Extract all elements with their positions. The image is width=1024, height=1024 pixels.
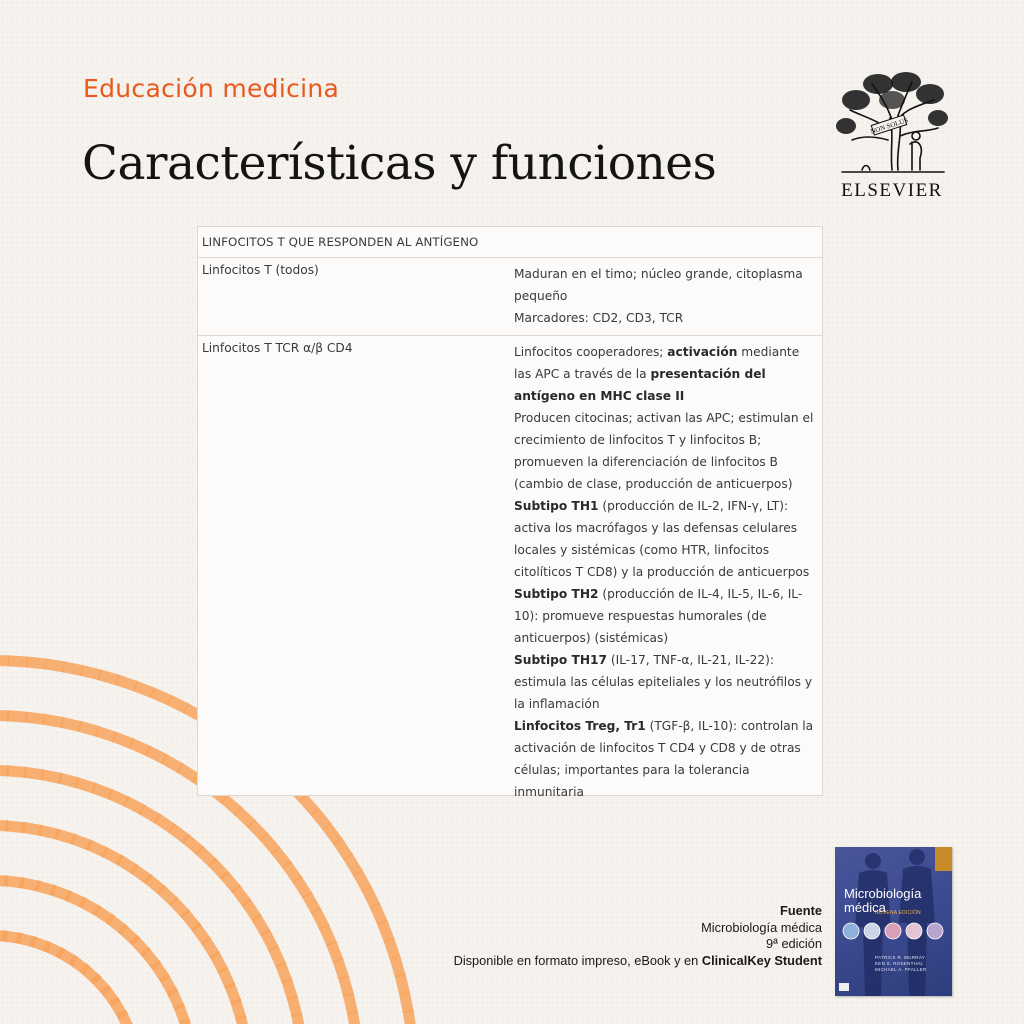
elsevier-logo bbox=[832, 70, 952, 202]
row-line: Subtipo TH2 (producción de IL-4, IL-5, IL-6, IL-10): promueve respuestas humorales (de anticuerpos) (sistémicas) bbox=[514, 587, 803, 645]
elsevier-wordmark: ELSEVIER bbox=[841, 180, 943, 201]
table-row bbox=[198, 336, 822, 809]
deco-dash bbox=[25, 712, 46, 725]
source-credit bbox=[454, 903, 822, 969]
deco-dash bbox=[7, 710, 28, 722]
deco-dash bbox=[44, 658, 65, 672]
page-title: Características y funciones bbox=[82, 136, 717, 191]
deco-dash bbox=[26, 656, 47, 669]
source-label: Fuente bbox=[780, 903, 822, 918]
row-line: Subtipo TH17 (IL-17, TNF-α, IL-21, IL-22): estimula las células epiteliales y los neutrófilos y la inflamación bbox=[514, 653, 813, 711]
row-line: Linfocitos cooperadores; activación mediante las APC a través de la presentación del antígeno en MHC clase II bbox=[514, 345, 800, 403]
deco-dash bbox=[347, 1011, 361, 1024]
deco-dash bbox=[403, 1010, 417, 1024]
source-edition: 9ª edición bbox=[766, 936, 822, 951]
book-edition: NOVENA EDICIÓN bbox=[875, 910, 921, 916]
book-cover-art bbox=[835, 847, 952, 996]
row-line: Linfocitos Treg, Tr1 (TGF-β, IL-10): controlan la activación de linfocitos T CD4 y CD8 y de otras células; importantes para la tolerancia inmunitaria bbox=[514, 719, 814, 799]
source-book: Microbiología médica bbox=[701, 919, 822, 935]
book-cover bbox=[835, 847, 952, 996]
section-kicker: Educación medicina bbox=[83, 74, 340, 103]
row-name: Linfocitos T TCR α/β CD4 bbox=[202, 341, 353, 355]
source-availability: Disponible en formato impreso, eBook y en ClinicalKey Student bbox=[453, 952, 822, 968]
logo-motto: NON SOLUS bbox=[869, 116, 910, 136]
deco-dash bbox=[7, 655, 28, 667]
row-line: Maduran en el timo; núcleo grande, citoplasma pequeño bbox=[514, 267, 803, 303]
table-header: LINFOCITOS T QUE RESPONDEN AL ANTÍGENO bbox=[198, 227, 822, 258]
row-description bbox=[514, 258, 822, 335]
row-line: Subtipo TH1 (producción de IL-2, IFN-γ, LT): activa los macrófagos y las defensas celulares locales y sistémicas (como HTR, linfocitos citolíticos T CD8) y la producción de anticuerpos bbox=[514, 499, 810, 579]
table-row bbox=[198, 258, 822, 336]
row-description bbox=[514, 336, 822, 809]
book-title: Microbiología médica bbox=[844, 886, 922, 915]
deco-dash bbox=[399, 991, 414, 1013]
elsevier-tree-icon bbox=[832, 70, 952, 178]
row-line: Producen citocinas; activan las APC; estimulan el crecimiento de linfocitos T y linfocitos B; promueven la diferenciación de linfocitos B (cambio de clase, producción de anticuerpos) bbox=[514, 411, 814, 491]
row-name: Linfocitos T (todos) bbox=[202, 263, 319, 277]
row-line: Marcadores: CD2, CD3, TCR bbox=[514, 311, 684, 325]
lymphocyte-table bbox=[197, 226, 823, 799]
book-authors: PATRICK R. MURRAY KEN S. ROSENTHAL MICHAEL A. PFALLER bbox=[875, 955, 927, 972]
clinicalkey-link[interactable]: ClinicalKey Student bbox=[701, 952, 822, 968]
